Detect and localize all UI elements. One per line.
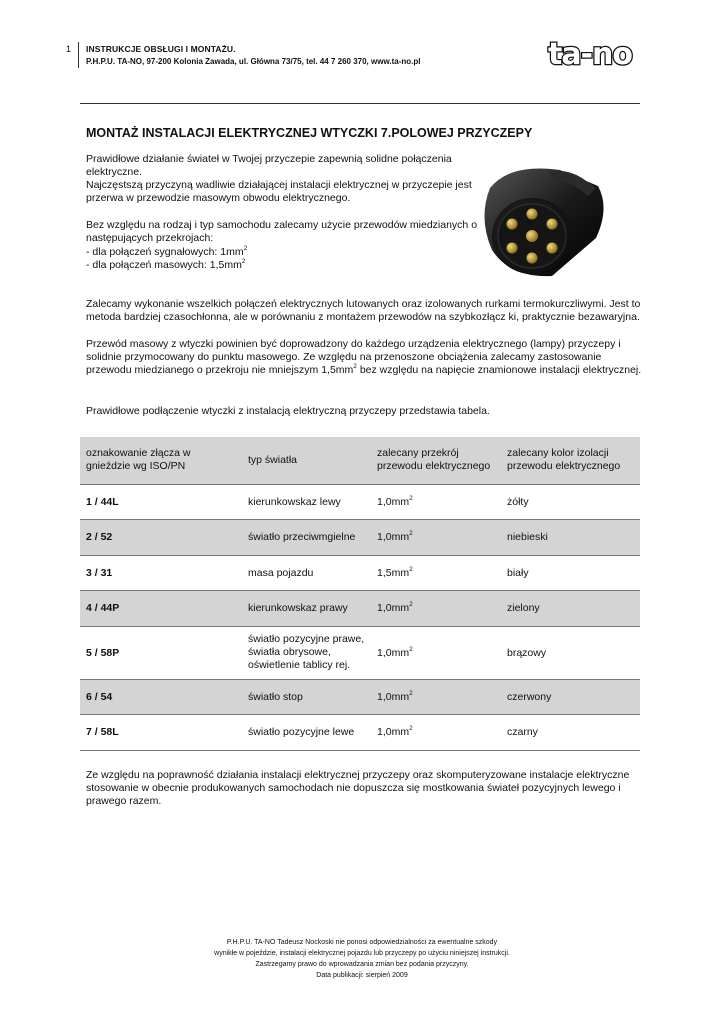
bullet-ground: - dla połączeń masowych: $1,5mm^2$ [86, 258, 246, 271]
connector-code: 2 / 52 [80, 520, 242, 556]
insulation-color: czarny [501, 715, 640, 751]
table-row [80, 679, 640, 715]
connector-code: 1 / 44L [80, 484, 242, 520]
wiring-table [80, 437, 640, 751]
intro-paragraph-2: Najczęstszą przyczyną wadliwie działającej instalacji elektrycznej w przyczepie jest przerwa w przewodzie masowym obwodu elektrycznego. [86, 179, 472, 205]
table-row [80, 715, 640, 751]
cross-section: $1,0mm^2$ [371, 591, 501, 627]
intro-paragraph-1: Prawidłowe działanie świateł w Twojej przyczepie zapewnią solidne połączenia elektryczne. [86, 153, 452, 179]
connector-code: 3 / 31 [80, 555, 242, 591]
light-type: światło pozycyjne prawe, światła obrysowe, oświetlenie tablicy rej. [242, 626, 371, 679]
light-type: masa pojazdu [242, 555, 371, 591]
insulation-color: biały [501, 555, 640, 591]
table-row [80, 591, 640, 627]
connector-code: 5 / 58P [80, 626, 242, 679]
header-address: P.H.P.U. TA-NO, 97-200 Kolonia Zawada, ul. Główna 73/75, tel. 44 7 260 370, www.ta-no.pl [86, 57, 421, 66]
header-divider [78, 42, 79, 68]
connector-code: 4 / 44P [80, 591, 242, 627]
7-pin-trailer-plug-photo [470, 158, 620, 288]
table-row [80, 484, 640, 520]
connector-code: 6 / 54 [80, 679, 242, 715]
logo-text: ta-no [547, 37, 633, 72]
insulation-color: zielony [501, 591, 640, 627]
header-insulation-color: zalecany kolor izolacji przewodu elektrycznego [501, 437, 640, 484]
header-cross-section: zalecany przekrój przewodu elektrycznego [371, 437, 501, 484]
cross-section: $1,0mm^2$ [371, 626, 501, 679]
document-heading: MONTAŻ INSTALACJI ELEKTRYCZNEJ WTYCZKI 7.POLOWEJ PRZYCZEPY [86, 126, 533, 140]
cross-section: $1,0mm^2$ [371, 520, 501, 556]
insulation-color: czerwony [501, 679, 640, 715]
cross-section: $1,0mm^2$ [371, 715, 501, 751]
insulation-color: niebieski [501, 520, 640, 556]
footer-publication-date: Data publikacji: sierpień 2009 [316, 972, 408, 979]
header-rule [80, 103, 640, 104]
intro-paragraph-3: Bez względu na rodzaj i typ samochodu zalecamy użycie przewodów miedzianych o następujących przekrojach: [86, 219, 478, 245]
table-row [80, 555, 640, 591]
footer-line-3: Zastrzegamy prawo do wprowadzania zmian bez podania przyczyny. [255, 961, 469, 968]
light-type: światło przeciwmgielne [242, 520, 371, 556]
light-type: kierunkowskaz lewy [242, 484, 371, 520]
footer-line-2: wynikłe w pojeździe, instalacji elektrycznej pojazdu lub przyczepy po użyciu niniejszej instrukcji. [214, 950, 510, 957]
header-light-type: typ światła [242, 437, 371, 484]
light-type: światło pozycyjne lewe [242, 715, 371, 751]
light-type: światło stop [242, 679, 371, 715]
paragraph-ground-wire: Przewód masowy z wtyczki powinien być doprowadzony do każdego urządzenia elektrycznego (lampy) przyczepy i solidnie przymocowany do punktu masowego. Ze względu na przenoszone obciążenia zalecamy zastosowanie przewodu miedzianego o przekroju nie mniejszym $1,5mm^2$ bez względu na napięcie znamionowe instalacji elektrycznej. [86, 338, 642, 377]
connector-code: 7 / 58L [80, 715, 242, 751]
table-row [80, 520, 640, 556]
insulation-color: brązowy [501, 626, 640, 679]
cross-section: $1,0mm^2$ [371, 679, 501, 715]
page-number: 1 [66, 44, 72, 54]
paragraph-bridging-note: Ze względu na poprawność działania instalacji elektrycznej przyczepy oraz skomputeryzowane instalacje elektryczne stosowanie w obecnie produkowanych samochodach nie dopuszcza się mostkowania świateł pozycyjnych lewego i prawego razem. [86, 769, 630, 808]
table-header-row [80, 437, 640, 484]
cross-section: $1,0mm^2$ [371, 484, 501, 520]
header-connector: oznakowanie złącza w gnieździe wg ISO/PN [80, 437, 242, 484]
bullet-signal: - dla połączeń sygnałowych: $1mm^2$ [86, 245, 248, 258]
cross-section: $1,5mm^2$ [371, 555, 501, 591]
paragraph-soldering: Zalecamy wykonanie wszelkich połączeń elektrycznych lutowanych oraz izolowanych rurkami termokurczliwymi. Jest to metoda bardziej czasochłonna, ale w porównaniu z montażem przewodów na szybkozłącz ki, praktycznie bezawaryjna. [86, 298, 641, 324]
footer-line-1: P.H.P.U. TA-NO Tadeusz Nockoski nie ponosi odpowiedzialności za ewentualne szkody [226, 939, 498, 946]
insulation-color: żółty [501, 484, 640, 520]
light-type: kierunkowskaz prawy [242, 591, 371, 627]
ta-no-logo [540, 36, 640, 72]
table-row [80, 626, 640, 679]
paragraph-table-intro: Prawidłowe podłączenie wtyczki z instalacją elektryczną przyczepy przedstawia tabela. [86, 405, 490, 417]
header-title: INSTRUKCJE OBSŁUGI I MONTAŻU. [86, 44, 236, 54]
